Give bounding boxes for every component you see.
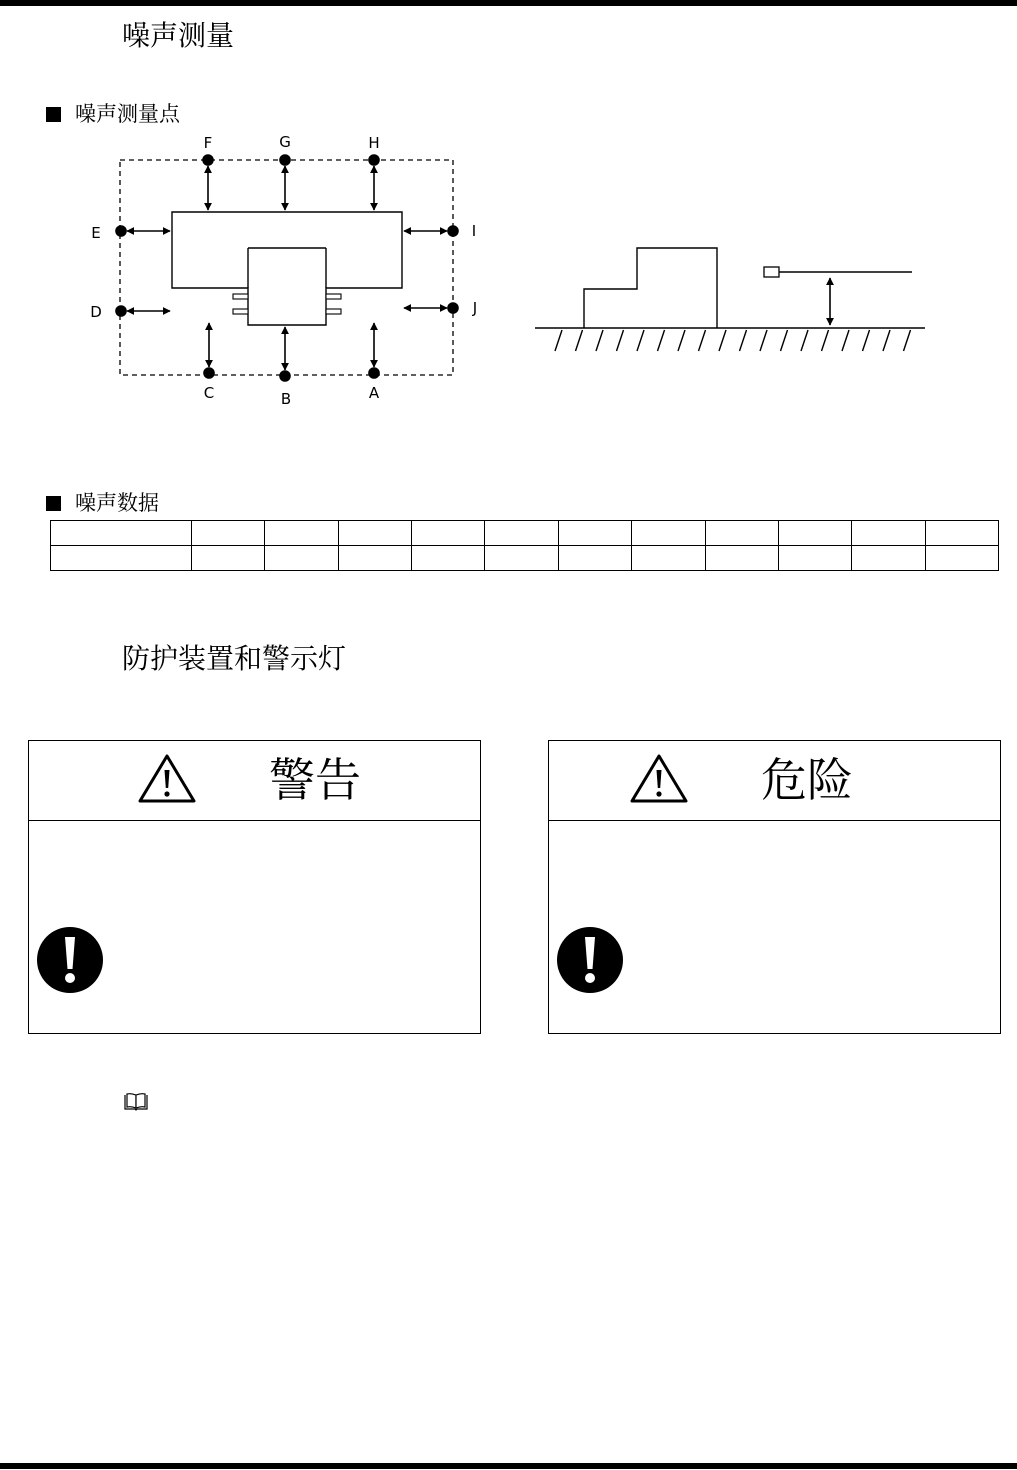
label-i: I [471, 222, 477, 240]
noise-data-table [50, 520, 999, 571]
table-cell [51, 546, 192, 571]
ground-hatching [555, 330, 911, 351]
table-cell [778, 521, 851, 546]
table-cell [852, 546, 925, 571]
table-cell [192, 521, 265, 546]
square-bullet-icon [46, 496, 61, 511]
label-g: G [279, 133, 291, 151]
warning-triangle-icon [629, 753, 689, 805]
table-cell [705, 546, 778, 571]
table-row [51, 546, 999, 571]
table-cell [632, 521, 705, 546]
table-cell [852, 521, 925, 546]
table-cell [338, 521, 411, 546]
danger-box [548, 740, 1001, 1034]
table-cell [412, 521, 485, 546]
noise-points-title: 噪声测量点 [75, 102, 180, 126]
table-cell [925, 546, 998, 571]
label-c: C [203, 384, 215, 402]
table-cell [485, 546, 558, 571]
measurement-side-diagram [0, 0, 1017, 420]
warning-triangle-icon [137, 753, 197, 805]
label-f: F [203, 134, 213, 152]
warning-box-header [29, 741, 480, 821]
danger-box-title: 危险 [761, 753, 853, 807]
microphone-icon [764, 267, 779, 277]
noise-data-heading [46, 490, 159, 516]
label-a: A [368, 384, 380, 402]
table-cell [412, 546, 485, 571]
label-h: H [368, 134, 380, 152]
table-cell [338, 546, 411, 571]
machine-side-outline [584, 248, 717, 328]
table-cell [558, 546, 631, 571]
danger-box-header [549, 741, 1000, 821]
table-cell [705, 521, 778, 546]
exclamation-circle-icon [555, 925, 625, 995]
noise-section-title: 噪声测量 [122, 19, 235, 52]
table-cell [558, 521, 631, 546]
table-cell [632, 546, 705, 571]
table-cell [192, 546, 265, 571]
label-j: J [472, 299, 478, 317]
table-cell [925, 521, 998, 546]
table-cell [485, 521, 558, 546]
book-icon [123, 1092, 149, 1112]
warning-box-title: 警告 [269, 753, 361, 807]
table-cell [265, 521, 338, 546]
bottom-rule [0, 1463, 1017, 1469]
label-e: E [91, 224, 101, 242]
label-b: B [280, 390, 292, 408]
guard-section-title: 防护装置和警示灯 [122, 642, 347, 675]
exclamation-circle-icon [35, 925, 105, 995]
table-cell [51, 521, 192, 546]
table-row [51, 521, 999, 546]
warning-box [28, 740, 481, 1034]
table-cell [265, 546, 338, 571]
label-d: D [90, 303, 102, 321]
noise-data-title: 噪声数据 [75, 491, 159, 515]
table-cell [778, 546, 851, 571]
